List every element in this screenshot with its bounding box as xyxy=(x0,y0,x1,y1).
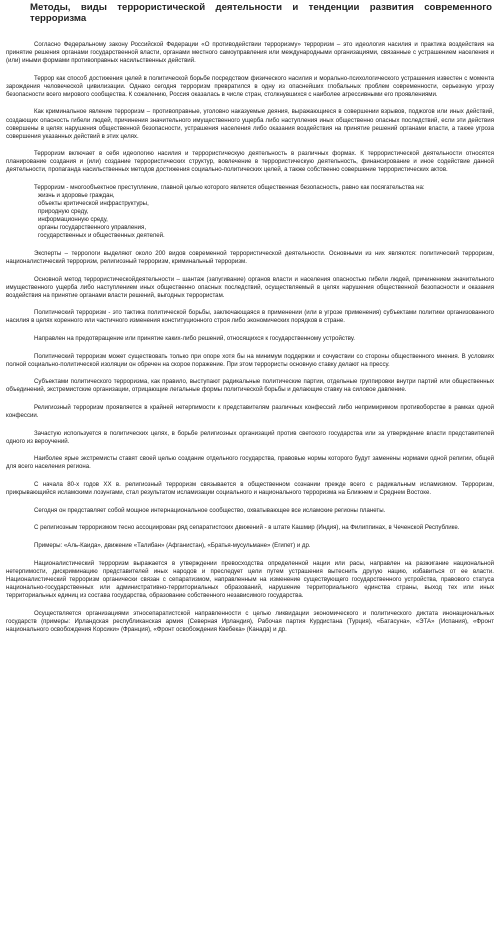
paragraph-political-terrorism: Политический терроризм - это тактика политической борьбы, заключающаяся в применении (или в угрозе применения) субъектами политики организованного насилия в целях коренного или частичного изменения конституционного строя либо экономических порядков в стране. xyxy=(6,309,494,325)
paragraph-criminal-phenomenon: Как криминальное явление терроризм – противоправные, уголовно наказуемые деяния, выражающиеся в совершении взрывов, поджогов или иных действий, создающих опасность гибели людей, причинения значительного имущественного ущерба либо наступления иных общественно опасных последствий, если эти действия совершены в целях нарушения общественной безопасности, устрашения населения либо оказания воздействия на принятие решений органами власти, а также угроза совершения указанных действий в этих целях. xyxy=(6,108,494,140)
paragraph-separatist-movements: С религиозным терроризмом тесно ассоциирован ряд сепаратистских движений - в штате Кашмир (Индия), на Филиппинах, в Чеченской Республике. xyxy=(34,524,460,532)
paragraph-multi-object-crime: Терроризм - многообъектное преступление, главной целью которого является общественная безопасность, равно как посягательства на: xyxy=(34,183,425,191)
paragraph-religious-extremists: Наиболее ярые экстремисты ставят своей целью создание отдельного государства, правовые нормы которого будут заменены нормами одной религии, общей для всего населения региона. xyxy=(6,455,494,471)
list-item: государственных и общественных деятелей. xyxy=(38,232,165,240)
list-item: информационную среду, xyxy=(38,216,108,224)
paragraph-legal-definition: Согласно Федеральному закону Российской Федерации «О противодействии терроризму» терроризм – это идеология насилия и практика воздействия на принятие решения органами государственной власти, органами местного самоуправления или международными организациями, связанные с устрашением населения и (или) иными формами противоправных насильственных действий. xyxy=(6,41,494,65)
paragraph-ethnoseparatist-organizations: Осуществляется организациями этносепаратистской направленности с целью ликвидации экономического и политического диктата инонациональных государств (примеры: Ирландская республиканская армия (Северная Ирландия), Рабочая партия Курдистана (Турция), «Батасуна», «ЭТА» (Испания), «Фронт национального освобождения Корсики» (Франция), «Фронт освобождения Квебека» (Канада) и др. xyxy=(6,609,494,633)
document-title: Методы, виды террористической деятельности и тенденции развития современного терроризма xyxy=(30,2,492,24)
paragraph-religious-terrorism: Религиозный терроризм проявляется в крайней нетерпимости к представителям различных конфессий либо непримиримом противоборстве в рамках одной конфессии. xyxy=(6,404,494,420)
list-item: объекты критической инфраструктуры, xyxy=(38,200,149,208)
paragraph-radical-islamism: С начала 80-х годов XX в. религиозный терроризм связывается в общественном сознании прежде всего с радикальным исламизмом. Терроризм, прикрывающийся исламскими лозунгами, стал результатом исламизации социального и национального терроризма на Ближнем и Среднем Востоке. xyxy=(6,481,494,497)
list-item: жизнь и здоровье граждан, xyxy=(38,192,115,200)
paragraph-terror-history: Террор как способ достижения целей в политической борьбе посредством физического насилия и морально-психологического устрашения известен с момента зарождения человеческой цивилизации. Однако сегодня терроризм превратился в одну из опаснейших глобальных проблем современности, серьезную угрозу безопасности всего мирового сообщества. К сожалению, Россия оказалась в числе стран, столкнувшихся с наиболее агрессивными его проявлениями. xyxy=(6,74,494,98)
targets-list xyxy=(6,192,494,240)
list-item: органы государственного управления, xyxy=(38,224,147,232)
list-item: природную среду, xyxy=(38,208,89,216)
paragraph-types-of-terrorism: Эксперты – террологи выделяют около 200 видов современной террористической деятельности. Основными из них являются: политический терроризм, националистический терроризм, религиозный терроризм, криминальный терроризм. xyxy=(6,249,494,265)
paragraph-main-method: Основной метод террористическойдеятельности – шантаж (запугивание) органов власти и населения опасностью гибели людей, причинением значительного имущественного ущерба либо наступлением иных общественно опасных последствий, осуществляемый в целях нарушения общественной безопасности и оказания воздействия на принятие органами власти решений, выгодных террористам. xyxy=(6,275,494,299)
paragraph-political-aim: Направлен на предотвращение или принятие каких-либо решений, относящихся к государственному устройству. xyxy=(34,335,355,343)
paragraph-political-support: Политический терроризм может существовать только при опоре хотя бы на минимум поддержки и сочувствии со стороны общественного мнения. В условиях полной социально-политической изоляции он обречен на скорое поражение. При этом террористы основную ставку делают на прессу. xyxy=(6,352,494,368)
paragraph-nationalist-terrorism: Националистический терроризм выражается в утверждении превосходства определенной нации или расы, направлен на разжигание национальной нетерпимости, дискриминацию представителей иных народов и преследует цели путем устрашения вытеснить другую нацию, избавиться от ее власти. Националистический терроризм органически связан с сепаратизмом, направленным на изменение существующего государственного устройства, правового статуса национально-государственных или административно-территориальных образований, нарушение территориального единства страны, выход тех или иных территориальных единиц из состава государства, образование собственного независимого государства. xyxy=(6,559,494,599)
paragraph-religious-examples: Примеры: «Аль-Каида», движение «Талибан» (Афганистан), «Братья-мусульмане» (Египет) и др. xyxy=(34,542,311,550)
paragraph-terrorist-activity: Терроризм включает в себя идеологию насилия и террористическую деятельность в различных формах. К террористической деятельности относятся планирование создания и (или) создание террористических структур, вовлечение в террористическую деятельность, финансирование и иное содействие данной деятельности, пропаганда насильственных методов достижения социально-политических целей, а также собственно совершение террористических актов. xyxy=(6,150,494,174)
document-body xyxy=(6,41,494,643)
paragraph-international-community: Сегодня он представляет собой мощное интернациональное сообщество, охватывающее все исламские регионы планеты. xyxy=(34,506,386,514)
paragraph-religious-goals: Зачастую используется в политических целях, в борьбе религиозных организаций против светского государства или за утверждение власти представителей одного из вероучений. xyxy=(6,429,494,445)
paragraph-political-subjects: Субъектами политического терроризма, как правило, выступают радикальные политические партии, отдельные группировки внутри партий или общественных объединений, экстремистские организации, отрицающие легальные формы политической борьбы и делающие ставку на силовое давление. xyxy=(6,378,494,394)
